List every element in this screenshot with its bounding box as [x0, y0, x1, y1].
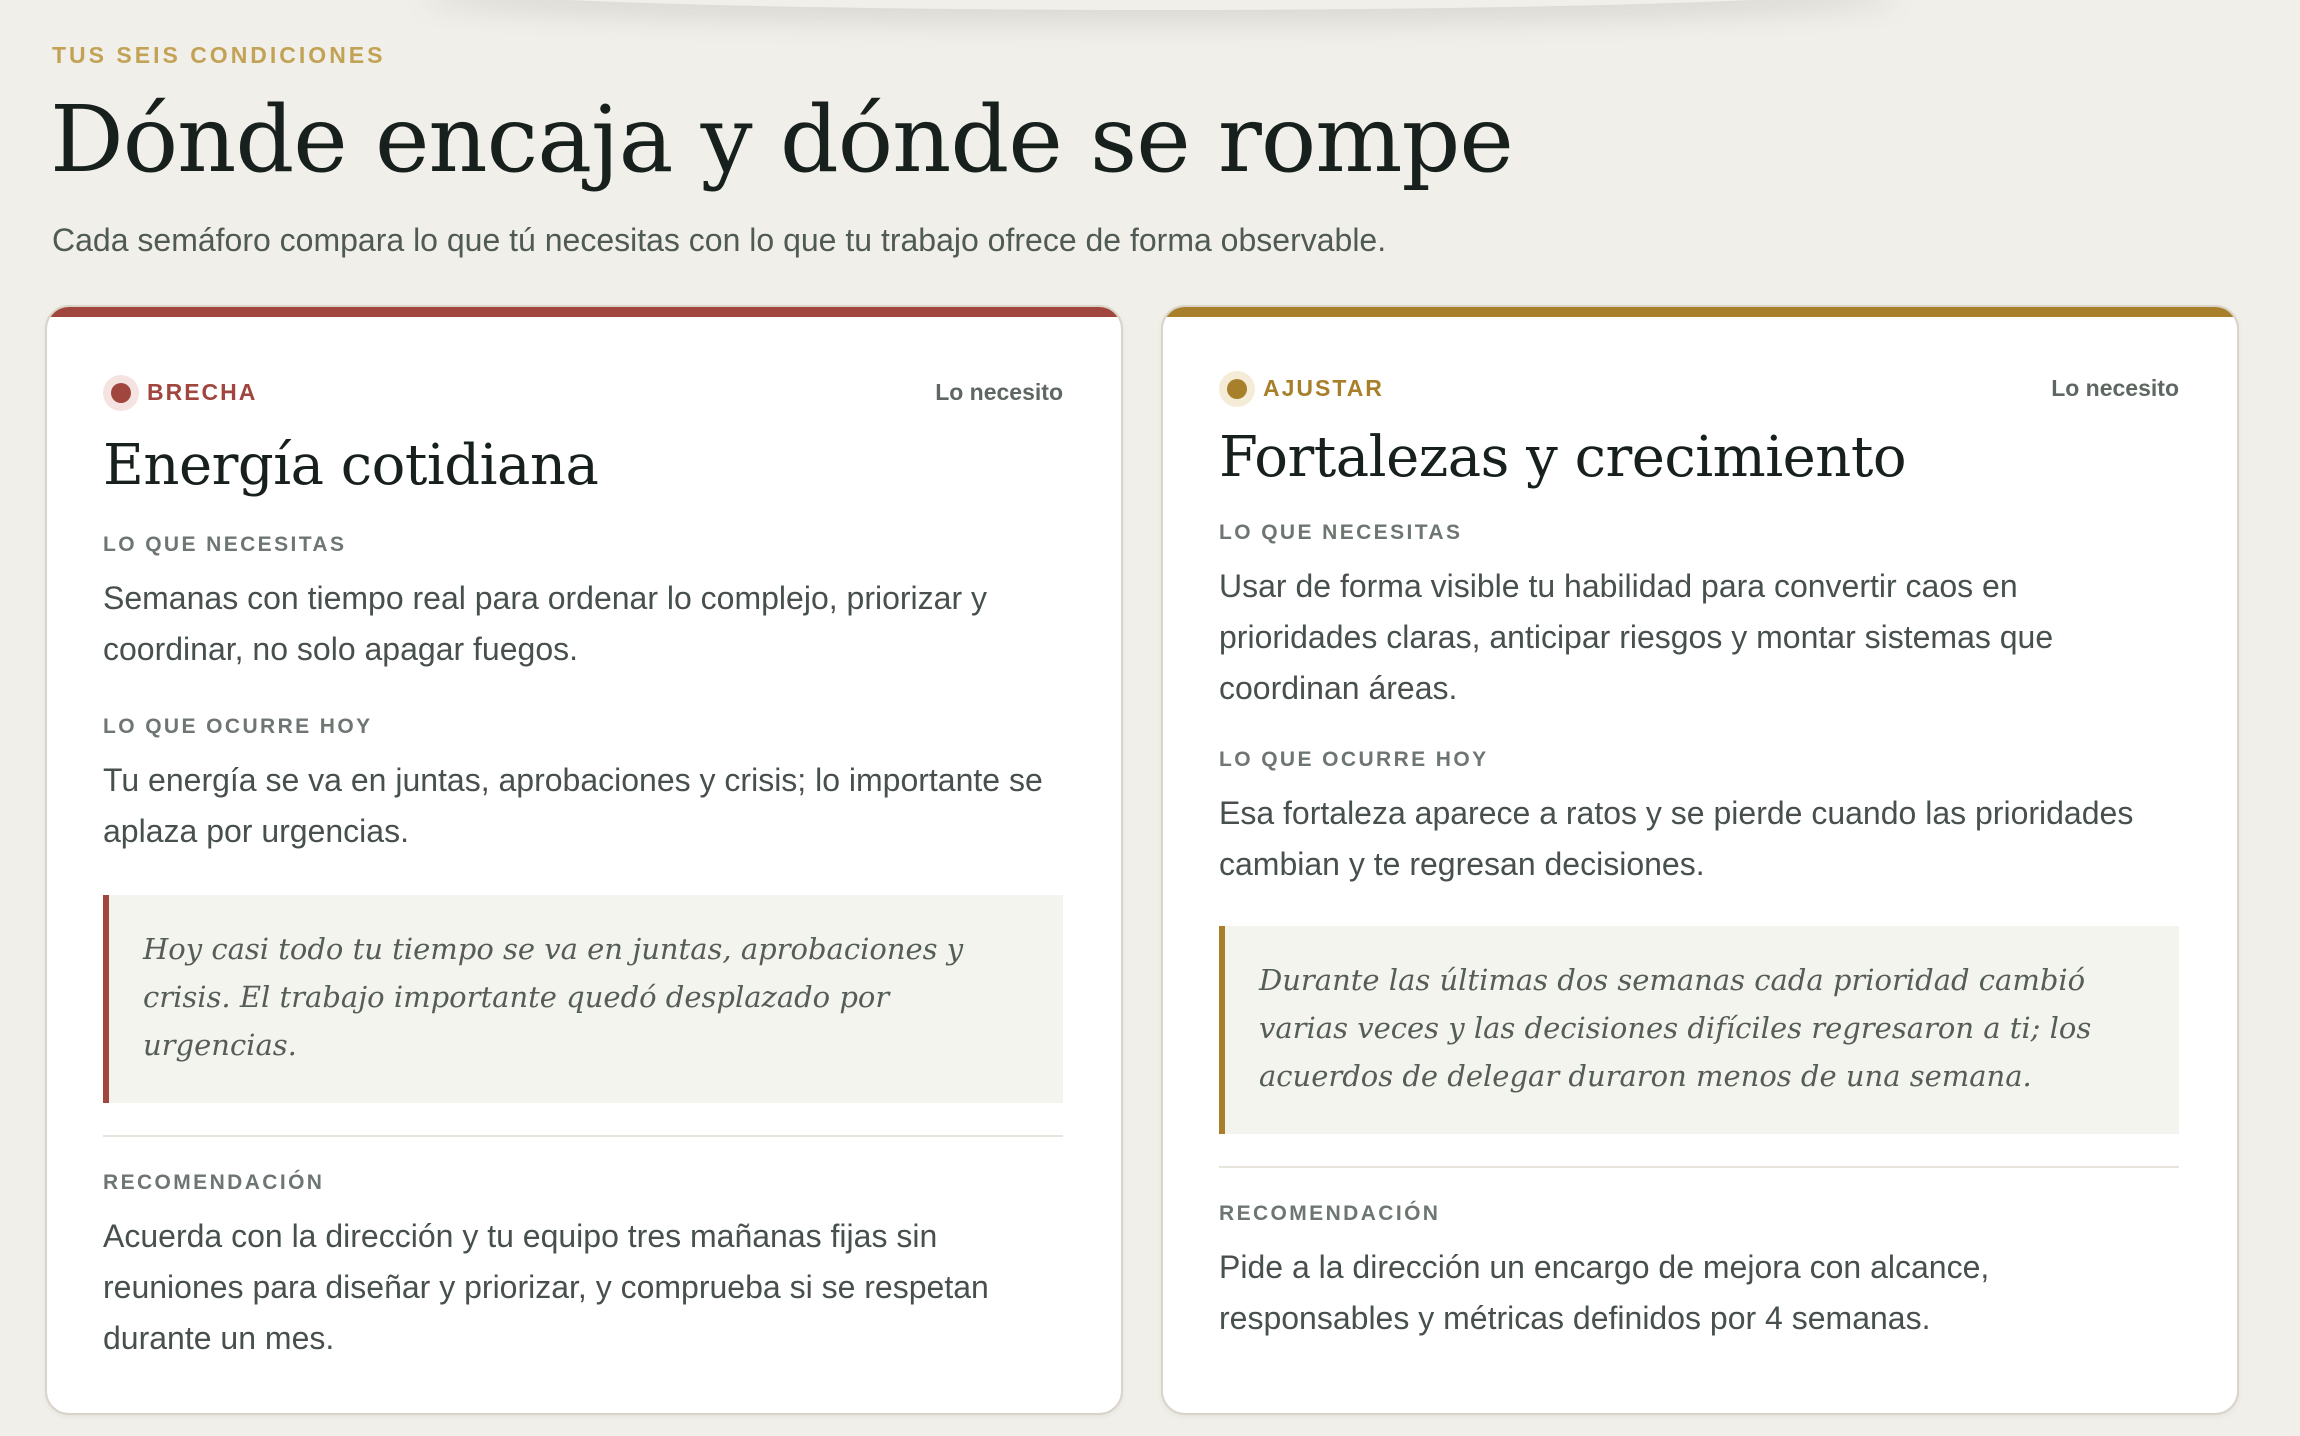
evidence-quote: Hoy casi todo tu tiempo se va en juntas, aprobaciones y crisis. El trabajo importante quedó desplazado por urgencias.: [103, 895, 1063, 1103]
status-badge: [103, 379, 257, 406]
card-header: [103, 379, 1063, 406]
page-title: Dónde encaja y dónde se rompe: [50, 86, 1513, 193]
card-title: Fortalezas y crecimiento: [1219, 425, 1907, 490]
today-label: LO QUE OCURRE HOY: [1219, 748, 1489, 772]
recommendation-text: Pide a la dirección un encargo de mejora con alcance, responsables y métricas definidos por 4 semanas.: [1219, 1249, 1990, 1337]
red-status-dot-icon: [111, 383, 131, 403]
importance-label: Lo necesito: [935, 379, 1063, 405]
page-subtitle: Cada semáforo compara lo que tú necesitas con lo que tu trabajo ofrece de forma observable.: [52, 222, 1387, 258]
card-header: [1219, 375, 2179, 402]
section-eyebrow: TUS SEIS CONDICIONES: [52, 42, 386, 68]
today-label: LO QUE OCURRE HOY: [103, 715, 373, 739]
amber-status-dot-icon: [1227, 379, 1247, 399]
today-text: Esa fortaleza aparece a ratos y se pierde cuando las prioridades cambian y te regresan decisiones.: [1219, 795, 2134, 883]
recommendation-text: Acuerda con la dirección y tu equipo tres mañanas fijas sin reuniones para diseñar y priorizar, y comprueba si se respetan durante un mes.: [103, 1218, 989, 1357]
need-text: Usar de forma visible tu habilidad para convertir caos en prioridades claras, anticipar riesgos y montar sistemas que coordinan áreas.: [1219, 568, 2054, 707]
need-text: Semanas con tiempo real para ordenar lo complejo, priorizar y coordinar, no solo apagar fuegos.: [103, 580, 987, 668]
card-divider: [1219, 1166, 2179, 1168]
top-shadow: [420, 0, 1900, 10]
condition-card-energia: [45, 305, 1123, 1415]
evidence-quote: Durante las últimas dos semanas cada prioridad cambió varias veces y las decisiones difíciles regresaron a ti; los acuerdos de delegar duraron menos de una semana.: [1219, 926, 2179, 1134]
need-label: LO QUE NECESITAS: [103, 533, 347, 557]
card-divider: [103, 1135, 1063, 1137]
today-text: Tu energía se va en juntas, aprobaciones y crisis; lo importante se aplaza por urgencias.: [103, 762, 1043, 850]
card-title: Energía cotidiana: [103, 433, 599, 498]
condition-card-fortalezas: [1161, 305, 2239, 1415]
status-label: AJUSTAR: [1263, 375, 1384, 401]
status-badge: [1219, 375, 1384, 402]
need-label: LO QUE NECESITAS: [1219, 521, 1463, 545]
recommendation-label: RECOMENDACIÓN: [103, 1171, 325, 1195]
importance-label: Lo necesito: [2051, 375, 2179, 401]
recommendation-label: RECOMENDACIÓN: [1219, 1202, 1441, 1226]
status-label: BRECHA: [147, 379, 258, 405]
